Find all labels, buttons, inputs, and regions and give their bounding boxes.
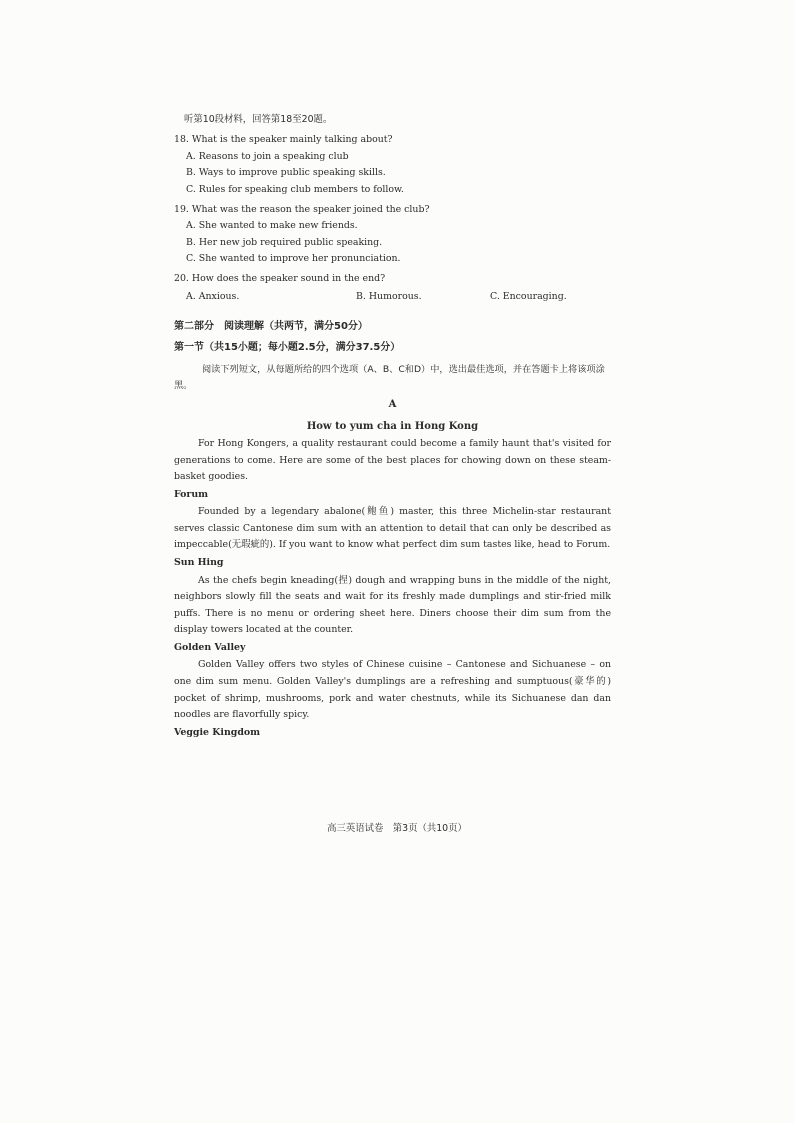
question-18	[174, 132, 611, 198]
page-content	[174, 112, 611, 741]
question-stem: 20. How does the speaker sound in the end?	[174, 273, 386, 284]
question-option: B. Humorous.	[356, 290, 422, 302]
question-19	[174, 202, 611, 268]
question-option: B. Her new job required public speaking.	[186, 236, 383, 248]
question-20	[174, 271, 611, 305]
question-stem: 18. What is the speaker mainly talking about?	[174, 134, 393, 145]
section-one-title: 第一节（共15小题；每小题2.5分，满分37.5分）	[174, 341, 401, 353]
question-option: A. Anxious.	[186, 290, 240, 302]
listening-intro: 听第10段材料，回答第18至20题。	[184, 114, 333, 125]
question-option: A. She wanted to make new friends.	[186, 220, 358, 231]
question-option: C. She wanted to improve her pronunciation.	[186, 253, 401, 264]
question-option: B. Ways to improve public speaking skills.	[186, 167, 386, 178]
question-options-row	[174, 289, 611, 306]
restaurant-body-forum: Founded by a legendary abalone(鲍鱼) master, this three Michelin-star restaurant serves classic Cantonese dim sum with an attention to detail that can only be described as impeccable(无瑕疵的). If you want to know what perfect dim sum tastes like, head to Forum.	[174, 506, 611, 551]
part-two-title: 第二部分 阅读理解（共两节，满分50分）	[174, 321, 368, 332]
question-option: A. Reasons to join a speaking club	[186, 150, 349, 162]
restaurant-body-golden-valley: Golden Valley offers two styles of Chinese cuisine – Cantonese and Sichuanese – on one dim sum menu. Golden Valley's dumplings are a refreshing and sumptuous(豪华的) pocket of shrimp, mushrooms, pork and water chestnuts, while its Sichuanese dan dan noodles are flavorfully spicy.	[174, 659, 611, 721]
question-option: C. Encouraging.	[490, 290, 567, 302]
restaurant-heading-veggie-kingdom: Veggie Kingdom	[174, 726, 261, 738]
restaurant-heading-golden-valley: Golden Valley	[174, 641, 246, 653]
page-footer: 高三英语试卷 第3页（共10页）	[327, 823, 467, 834]
reading-instruction: 阅读下列短文，从每题所给的四个选项（A、B、C和D）中，选出最佳选项，并在答题卡上将该项涂黑。	[174, 364, 605, 391]
passage-intro: For Hong Kongers, a quality restaurant could become a family haunt that's visited for generations to come. Here are some of the best places for chowing down on these steam-basket goodies.	[174, 438, 611, 483]
passage-title: How to yum cha in Hong Kong	[306, 420, 479, 432]
restaurant-body-sun-hing: As the chefs begin kneading(捏) dough and wrapping buns in the middle of the night, neighbors slowly fill the seats and wait for its freshly made dumplings and stir-fried milk puffs. There is no menu or ordering sheet here. Diners choose their dim sum from the display towers located at the counter.	[174, 574, 611, 636]
question-stem: 19. What was the reason the speaker joined the club?	[174, 203, 430, 215]
question-option: C. Rules for speaking club members to follow.	[186, 183, 404, 195]
passage-label: A	[388, 399, 397, 410]
restaurant-heading-forum: Forum	[174, 488, 209, 500]
restaurant-heading-sun-hing: Sun Hing	[174, 557, 224, 569]
